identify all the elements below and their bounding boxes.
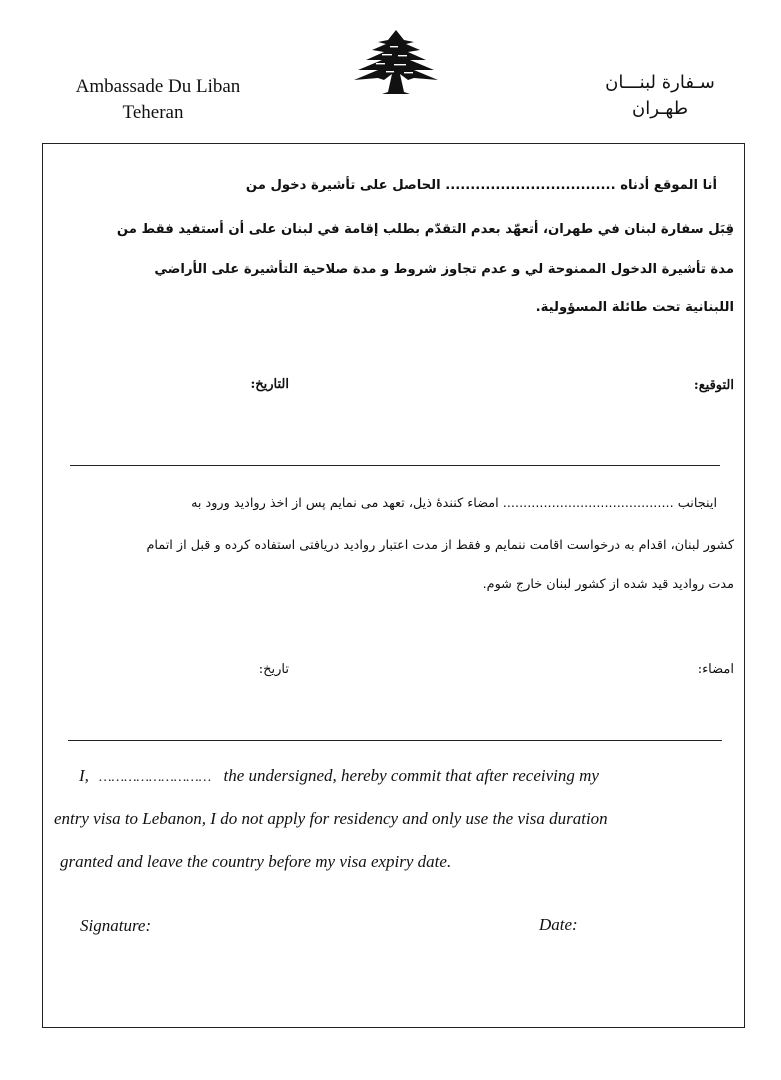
persian-intro: اینجانب [677, 496, 717, 511]
arabic-line-3: مدة تأشيرة الدخول الممنوحة لي و عدم تجاوز شروط و مدة صلاحية التأشيرة على الأراضي [154, 262, 734, 277]
persian-line-1 [191, 496, 717, 511]
header-left [58, 74, 258, 126]
embassy-city-ar: طهـران [631, 98, 689, 119]
english-signature-label: Signature: [80, 916, 152, 935]
english-line-3: granted and leave the country before my visa expiry date. [60, 852, 452, 871]
header-right [590, 70, 730, 122]
persian-signature-label: امضاء: [697, 662, 734, 677]
english-name-blank[interactable]: ……………………… [99, 770, 212, 785]
english-line-1 [79, 766, 599, 786]
english-line-2: entry visa to Lebanon, I do not apply for residency and only use the visa duration [54, 809, 608, 828]
arabic-intro: أنا الموقع أدناه [620, 178, 717, 193]
arabic-name-blank[interactable]: .................................. [445, 178, 616, 193]
arabic-line-2: قِبَل سفارة لبنان في طهران، أتعهّد بعدم التقدّم بطلب إقامة في لبنان على أن أستفيد فقط من [116, 222, 734, 237]
embassy-name-fr: Ambassade Du Liban [75, 76, 241, 97]
cedar-tree-icon [348, 28, 444, 96]
divider-2 [68, 740, 722, 741]
arabic-signature-label: التوقيع: [693, 378, 734, 393]
persian-name-blank[interactable]: .......................................... [502, 496, 674, 511]
persian-line-3: مدت رواديد قيد شده از كشور لبنان خارج شوم. [482, 577, 734, 592]
english-line1-end: the undersigned, hereby commit that after receiving my [223, 766, 599, 785]
english-intro: I, [79, 766, 89, 785]
embassy-name-ar: سـفارة لبنـــان [605, 72, 715, 93]
arabic-line-4: اللبنانية تحت طائلة المسؤولية. [535, 300, 734, 315]
arabic-date-label: التاريخ: [250, 377, 289, 392]
persian-date-label: تاريخ: [258, 662, 289, 677]
persian-line1-end: امضاء كنندهٔ ذيل، تعهد مى نمايم پس از اخذ رواديد ورود به [191, 496, 499, 511]
divider-1 [70, 465, 720, 466]
english-date-label: Date: [539, 915, 578, 934]
arabic-line-1 [246, 178, 717, 193]
persian-line-2: كشور لبنان، اقدام به درخواست اقامت ننمايم و فقط از مدت اعتبار رواديد دريافتى استفاده كرده و قبل از اتمام [146, 538, 734, 553]
embassy-city-fr: Teheran [122, 102, 184, 123]
arabic-line1-end: الحاصل على تأشيرة دخول من [245, 178, 441, 193]
